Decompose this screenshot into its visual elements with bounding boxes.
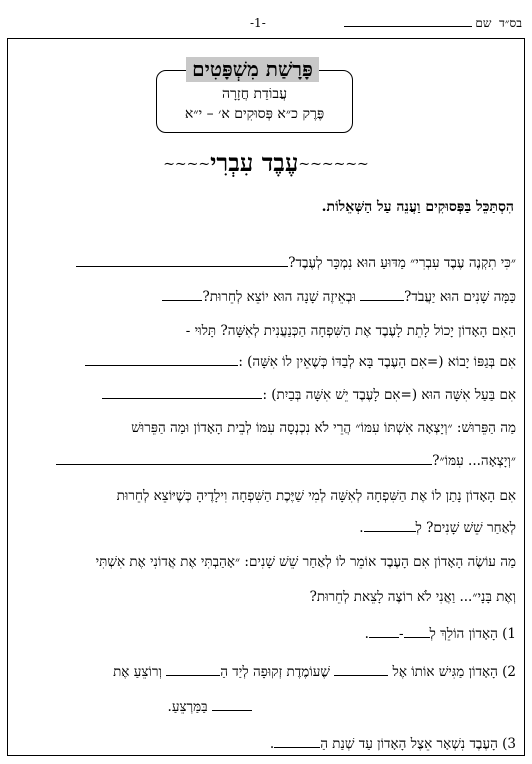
answer-line[interactable] — [85, 353, 238, 366]
heading-tilde-right: ~~~~~~ — [298, 156, 369, 173]
parsha-title: פָּרָשַׁת מִשְׁפָּטִים — [186, 57, 319, 82]
answer-line[interactable] — [334, 663, 388, 676]
question-6-item-2 — [113, 663, 516, 681]
question-1-text: ״כִּי תִקְנֶה עֶבֶד עִבְרִי״ מַדּוּעַ הוּא נִמְכָּר לְעֶבֶד? — [288, 255, 516, 271]
question-2 — [162, 288, 516, 306]
answer-line[interactable] — [162, 288, 202, 301]
item-2b-text: שֶׁעוֹמֶדֶת זְקוּפָה לְיַד הַ — [220, 664, 330, 680]
question-3a — [85, 353, 516, 371]
item-2-text: 2) הָאָדוֹן מַגִּישׁ אוֹתוֹ אֶל — [392, 664, 516, 680]
answer-line[interactable] — [364, 519, 416, 532]
question-5b-text: לְאַחַר שֵׁשׁ שָׁנִים? לְ — [415, 520, 516, 536]
header-name-line — [344, 16, 522, 31]
question-4b-text: ״וְיָצְאָה... עִמּוֹ״? — [432, 453, 516, 469]
instructions: הִסְתַּכֵּל בַּפְּסוּקִים וַעֲנֵה עַל הַשְּׁאֵלוֹת. — [321, 199, 514, 215]
question-6-item-2b — [168, 698, 252, 716]
answer-line[interactable] — [404, 625, 430, 638]
item-3-text: 3) הָעֶבֶד נִשְׁאָר אֵצֶל הָאָדוֹן עַד שְׁנַת הַ — [320, 736, 516, 752]
title-line-review: עֲבוֹדַת חֲזָרָה — [221, 86, 288, 102]
main-heading — [0, 148, 532, 180]
answer-line[interactable] — [274, 735, 320, 748]
page-number: -1- — [250, 16, 266, 30]
answer-line[interactable] — [102, 386, 262, 399]
question-5: אִם הָאָדוֹן נָתַן לוֹ אֶת הַשִּׁפְחָה לְאִשָּׁה לְמִי שַׁיֶּכֶת הַשִּׁפְחָה וִילָדֶיהָ כְּשֶׁיּוֹצֵא לְחֵרוּת — [116, 488, 516, 504]
question-4b — [56, 452, 516, 470]
question-6b: וְאֶת בָּנָי״... וַאֲנִי לֹא רוֹצֶה לָצֵאת לְחֵרוּת? — [309, 589, 516, 605]
question-6-item-1: 1) הָאָדוֹן הוֹלֵךְ לְ-. — [364, 626, 516, 642]
question-5b: לְאַחַר שֵׁשׁ שָׁנִים? לְ. — [359, 520, 516, 536]
answer-line[interactable] — [76, 254, 288, 267]
name-input-line[interactable] — [344, 16, 472, 27]
question-4: מַה הַפֵּרוּשׁ: ״וְיָצְאָה אִשְׁתּוֹ עִמּוֹ״ הֲרֵי לֹא נִכְנְסָה עִמּוֹ לְבֵית הָאָדוֹן וּמַה הַפֵּרוּשׁ — [131, 420, 516, 436]
answer-line[interactable] — [56, 452, 432, 465]
bsd-label: בס״ד — [499, 16, 522, 30]
heading-text: עֶבֶד עִבְרִי — [210, 148, 299, 177]
question-3: הַאִם הָאָדוֹן יָכוֹל לָתֵת לָעֶבֶד אֶת הַשִּׁפְחָה הַכְּנַעֲנִית לְאִשָּׁה? תָּלוּי - — [185, 323, 516, 339]
question-3b — [102, 386, 516, 404]
answer-line[interactable] — [166, 663, 220, 676]
question-2b-text: וּבְאֵיזֶה שָׁנָה הוּא יוֹצֵא לְחֵרוּת? — [202, 289, 356, 305]
question-3a-text: אִם בְּגַפּוֹ יָבוֹא (=אִם הָעֶבֶד בָּא לְבַדּוֹ כְּשֶׁאֵין לוֹ אִשָּׁה) : — [238, 354, 516, 370]
item-2c-text: וְרוֹצֵעַ אֶת — [113, 664, 162, 680]
answer-line[interactable] — [212, 698, 252, 711]
answer-line[interactable] — [369, 625, 399, 638]
title-line-chapter: פֶּרֶק כ״א פְּסוּקִים א׳ – י״א — [184, 106, 325, 122]
item-2d-text: בַּמַּרְצֵעַ. — [167, 699, 208, 715]
question-6-item-3: 3) הָעֶבֶד נִשְׁאָר אֵצֶל הָאָדוֹן עַד שְׁנַת הַ. — [269, 736, 516, 752]
question-2-text: כַּמָּה שָׁנִים הוּא יַעֲבֹד? — [404, 289, 516, 305]
question-3b-text: אִם בַּעַל אִשָּׁה הוּא (=אִם לָעֶבֶד יֵשׁ אִשָּׁה בְּבַיִת) : — [262, 387, 516, 403]
item-1-text: 1) הָאָדוֹן הוֹלֵךְ לְ — [429, 626, 516, 642]
question-6: מַה עוֹשֶׂה הָאָדוֹן אִם הָעֶבֶד אוֹמֵר לוֹ לְאַחַר שֵׁשׁ שָׁנִים: ״אָהַבְתִּי אֶת אֲדוֹנִי אֶת אִשְׁתִּי — [95, 554, 516, 570]
name-label: שם — [475, 16, 492, 30]
question-1 — [76, 254, 516, 272]
heading-tilde-left: ~~~~ — [163, 156, 211, 173]
answer-line[interactable] — [360, 288, 404, 301]
